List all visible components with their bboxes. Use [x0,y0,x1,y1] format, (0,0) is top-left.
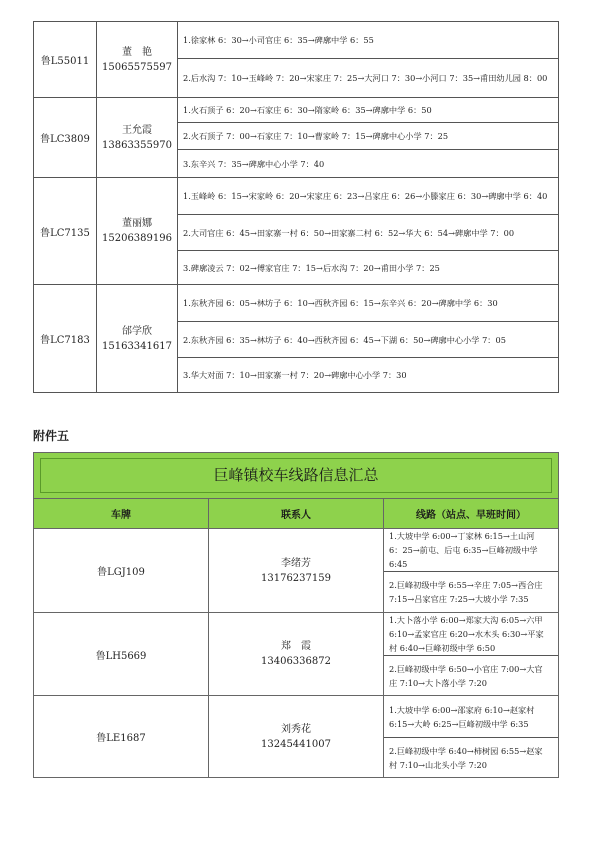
route-item: 1.玉峰岭 6：15→宋家岭 6：20→宋家庄 6：23→吕家庄 6：26→小滕家庄 6：30→碑廓中学 6：40 [183,191,548,201]
routes-cell [178,178,559,285]
contact-cell [97,22,178,98]
route-item: 1.大坡中学 6:00→丁家林 6:15→土山河 6：25→前屯、后屯 6:35→巨峰初级中学 6:45 [389,531,538,569]
contact-name: 董 艳 [122,46,152,58]
table-row [34,285,559,393]
contact-cell [209,529,384,613]
route-item: 2.火石顶子 7：00→石家庄 7：10→曹家岭 7：15→碑廓中心小学 7：25 [178,122,558,149]
contact-phone: 13245441007 [261,738,331,750]
plate-cell: 鲁L55011 [34,22,97,98]
contact-phone: 15163341617 [102,340,172,352]
header-routes: 线路（站点、早班时间） [384,499,559,529]
contact-name: 邰学欣 [122,325,152,337]
routes-cell [384,696,559,778]
plate-cell: 鲁LGJ109 [34,529,209,613]
route-table-1 [33,21,559,393]
contact-cell [97,285,178,393]
route-item: 1.大坡中学 6:00→邵家府 6:10→赵家村 6:15→大岭 6:25→巨峰初级中学 6:35 [389,704,535,729]
routes-cell [384,529,559,613]
route-item: 1.东秋齐园 6：05→林坊子 6：10→西秋齐园 6：15→东辛兴 6：20→碑廓中学 6：30 [183,298,498,308]
contact-cell [209,696,384,778]
route-item: 2.巨峰初级中学 6:55→辛庄 7:05→西合庄 7:15→吕家官庄 7:25→大坡小学 7:35 [384,571,558,612]
route-item: 3.东辛兴 7：35→碑廓中心小学 7：40 [178,149,558,177]
table-title: 巨峰镇校车线路信息汇总 [40,458,552,493]
plate-cell: 鲁LE1687 [34,696,209,778]
route-item: 2.大司官庄 6：45→田家寨一村 6：50→田家寨二村 6：52→华大 6：54→碑廓中学 7：00 [178,214,558,250]
contact-phone: 15206389196 [102,233,172,244]
contact-phone: 13863355970 [102,139,172,151]
contact-name: 王允霞 [122,124,152,136]
route-item: 3.华大对面 7：10→田家寨一村 7：20→碑廓中心小学 7：30 [178,357,558,392]
route-item: 2.后水沟 7：10→玉峰岭 7：20→宋家庄 7：25→大河口 7：30→小河口 7：35→甫田幼儿园 8：00 [178,58,558,97]
header-contact: 联系人 [209,499,384,529]
route-item: 1.大卜落小学 6:00→郑家大沟 6:05→六甲 6:10→孟家官庄 6:20→水木头 6:30→平家村 6:40→巨峰初级中学 6:50 [389,615,544,653]
table-row [34,696,559,778]
route-table-2-container [33,452,559,778]
route-item: 2.巨峰初级中学 6:40→柿树园 6:55→赵家村 7:10→山北头小学 7:20 [384,737,558,777]
contact-cell [97,98,178,178]
contact-name: 刘秀花 [281,723,311,735]
table-title-row [34,453,559,499]
contact-cell [97,178,178,285]
routes-cell [178,22,559,98]
route-item: 1.徐家林 6：30→小司官庄 6：35→碑廓中学 6：55 [183,35,374,45]
route-item: 2.巨峰初级中学 6:50→小官庄 7:00→大官庄 7:10→大卜落小学 7:20 [384,655,558,695]
routes-cell [384,613,559,696]
plate-cell: 鲁LC3809 [34,98,97,178]
table-row [34,178,559,285]
plate-cell: 鲁LC7183 [34,285,97,393]
contact-name: 郑 霞 [281,641,311,652]
route-table-1-container [33,21,559,393]
route-table-2 [33,452,559,778]
contact-phone: 15065575597 [102,61,172,73]
contact-phone: 13406336872 [261,656,331,667]
table-row [34,98,559,178]
route-item: 2.东秋齐园 6：35→林坊子 6：40→西秋齐园 6：45→下湖 6：50→碑廓中心小学 7：05 [178,321,558,357]
plate-cell: 鲁LH5669 [34,613,209,696]
routes-cell [178,285,559,393]
table-header-row [34,499,559,529]
table-row [34,613,559,696]
header-plate: 车牌 [34,499,209,529]
plate-cell: 鲁LC7135 [34,178,97,285]
route-item: 3.碑廓凌云 7：02→傅家官庄 7：15→后水沟 7：20→甫田小学 7：25 [178,250,558,284]
contact-name: 李绪芳 [281,557,311,569]
table-row [34,22,559,98]
appendix-label: 附件五 [33,429,70,443]
contact-cell [209,613,384,696]
route-item: 1.火石顶子 6：20→石家庄 6：30→隋家岭 6：35→碑廓中学 6：50 [183,105,432,115]
contact-name: 董丽娜 [122,218,152,229]
contact-phone: 13176237159 [261,572,331,584]
routes-cell [178,98,559,178]
table-row [34,529,559,613]
